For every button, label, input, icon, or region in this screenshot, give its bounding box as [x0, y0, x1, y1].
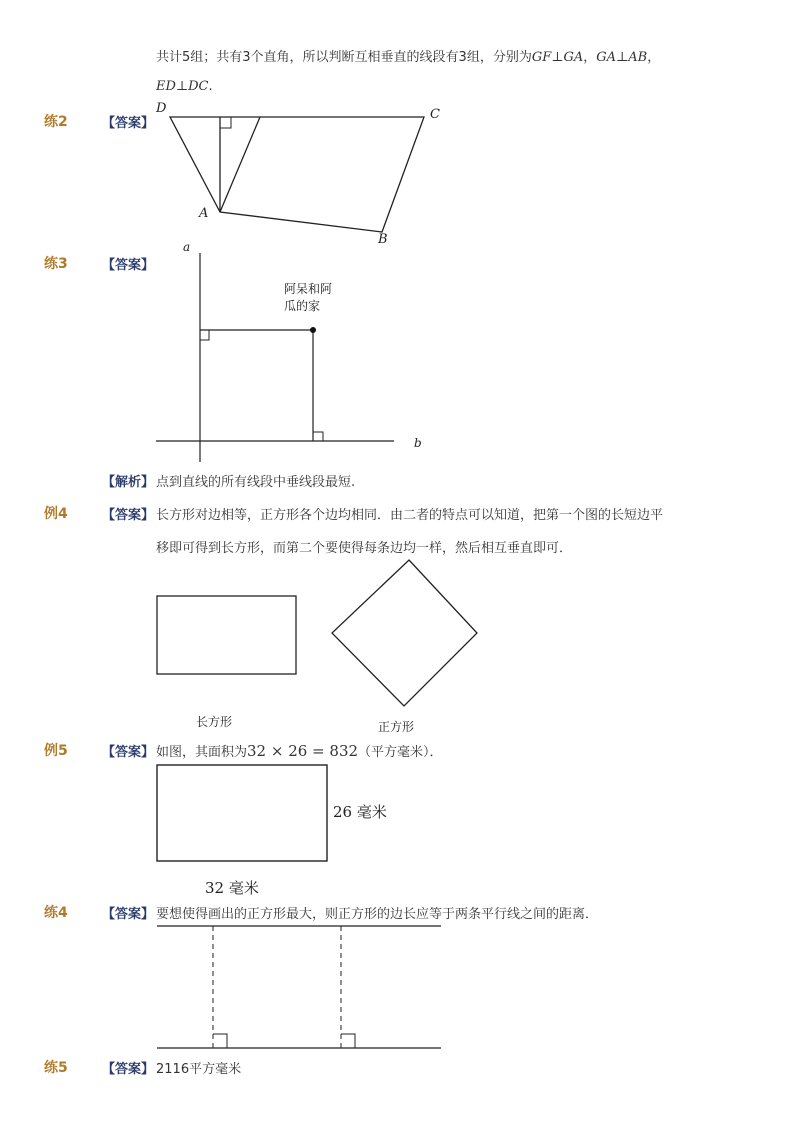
separator: ， [647, 50, 661, 65]
right-angle-mark [213, 1034, 227, 1048]
square-shape [332, 560, 477, 706]
area-rectangle [157, 765, 327, 861]
intro-line-1 [156, 46, 660, 65]
answer-label: 【答案】 [102, 116, 155, 131]
period: . [208, 79, 213, 94]
right-angle-mark [341, 1034, 355, 1048]
home-point [310, 327, 316, 333]
analysis-text: 点到直线的所有线段中垂线段最短. [156, 475, 356, 490]
lian4-answer-text: 要想使得画出的正方形最大，则正方形的边长应等于两条平行线之间的距离． [156, 907, 599, 922]
rectangle-shape [157, 596, 296, 674]
intro-line-2 [156, 79, 213, 94]
square-caption: 正方形 [378, 720, 415, 734]
li5-suffix: （平方毫米）． [358, 745, 443, 760]
line-label-a: a [183, 240, 191, 254]
answer-label: 【答案】 [102, 508, 155, 523]
analysis-label: 【解析】 [102, 475, 155, 490]
li5-prefix: 如图，其面积为 [156, 745, 248, 760]
exercise-tag-lian5: 练5 [44, 1060, 68, 1076]
answer-label: 【答案】 [102, 258, 155, 273]
li4-answer-line-2: 移即可得到长方形，而第二个要使得每条边均一样，然后相互垂直即可． [156, 541, 573, 556]
exercise-tag-lian4: 练4 [44, 905, 68, 921]
point-label-a: A [199, 206, 209, 221]
answer-label: 【答案】 [102, 1062, 155, 1077]
intro-text: 共计5组；共有3个直角，所以判断互相垂直的线段有3组，分别为 [156, 50, 532, 65]
right-angle-mark [200, 330, 209, 340]
answer-label: 【答案】 [102, 745, 155, 760]
separator: ， [583, 50, 597, 65]
home-label-line-1: 阿呆和阿 [284, 282, 333, 296]
li4-answer-line-1: 长方形对边相等，正方形各个边均相同．由二者的特点可以知道，把第一个图的长短边平 [156, 508, 664, 523]
perp-pair-2: GA⊥AB [596, 50, 648, 65]
exercise-tag-lian2: 练2 [44, 114, 68, 130]
example-tag-li4: 例4 [44, 506, 68, 522]
lian5-answer-text: 2116平方毫米 [156, 1062, 242, 1077]
point-label-d: D [156, 101, 167, 116]
example-tag-li5: 例5 [44, 743, 68, 759]
point-label-c: C [430, 107, 440, 122]
side-length-label: 26 毫米 [333, 803, 387, 821]
line-label-b: b [414, 436, 422, 450]
li5-answer-line [156, 741, 443, 760]
exercise-tag-lian3: 练3 [44, 256, 68, 272]
answer-label: 【答案】 [102, 907, 155, 922]
slanted-segment [220, 117, 260, 212]
area-formula: 32 × 26 = 832 [247, 742, 359, 760]
perp-pair-1: GF⊥GA [531, 50, 584, 65]
right-angle-mark [220, 117, 231, 128]
bottom-length-label: 32 毫米 [205, 879, 259, 897]
point-label-b: B [378, 232, 388, 247]
rectangle-caption: 长方形 [196, 715, 233, 729]
perp-pair-3: ED⊥DC [156, 79, 209, 94]
home-label-line-2: 瓜的家 [284, 299, 321, 313]
right-angle-mark [313, 432, 323, 441]
